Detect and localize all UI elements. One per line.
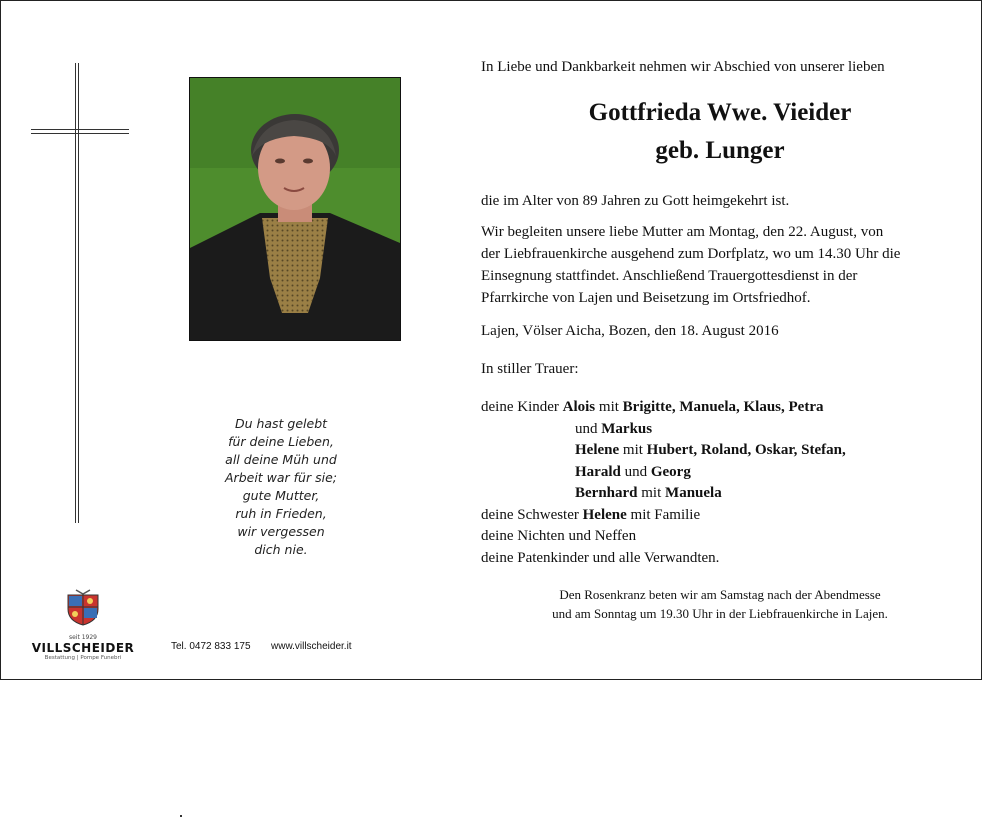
family-row bbox=[481, 419, 846, 441]
family-text: mit Familie bbox=[626, 506, 701, 523]
stray-dot bbox=[180, 815, 182, 817]
family-text: deine Schwester bbox=[481, 506, 583, 523]
cross-vertical-line bbox=[75, 63, 76, 523]
family-name: Hubert, Roland, Oskar, Stefan, bbox=[646, 442, 846, 458]
family-text: mit bbox=[595, 399, 623, 415]
poem-line: ruh in Frieden, bbox=[235, 506, 327, 521]
family-text: mit bbox=[637, 485, 666, 501]
poem-line: dich nie. bbox=[254, 542, 308, 557]
family-text: deine Kinder bbox=[481, 399, 563, 415]
funeral-line: Pfarrkirche von Lajen und Beisetzung im Ortsfriedhof. bbox=[481, 290, 811, 306]
poem-line: Arbeit war für sie; bbox=[225, 470, 337, 485]
family-row bbox=[481, 397, 846, 419]
cross-horizontal-line bbox=[31, 129, 129, 130]
cross-vertical-line bbox=[78, 63, 79, 523]
funeral-line: Wir begleiten unsere liebe Mutter am Montag, den 22. August, von bbox=[481, 224, 884, 240]
logo-since: seit 1929 bbox=[68, 634, 97, 641]
place-date: Lajen, Völser Aicha, Bozen, den 18. August 2016 bbox=[481, 323, 779, 339]
family-name: Alois bbox=[562, 399, 596, 415]
family-name: Manuela bbox=[665, 485, 722, 501]
funeral-home-logo bbox=[31, 587, 135, 661]
funeral-info bbox=[481, 221, 959, 309]
family-name: Georg bbox=[650, 463, 691, 480]
portrait-illustration bbox=[190, 78, 400, 340]
age-text: die im Alter von 89 Jahren zu Gott heimgekehrt ist. bbox=[481, 193, 790, 209]
intro-text: In Liebe und Dankbarkeit nehmen wir Abschied von unserer lieben bbox=[481, 59, 885, 75]
funeral-line: der Liebfrauenkirche ausgehend zum Dorfplatz, wo um 14.30 Uhr die bbox=[481, 246, 901, 262]
rosary-line: Den Rosenkranz beten wir am Samstag nach der Abendmesse bbox=[559, 587, 881, 602]
family-row: deine Patenkinder und alle Verwandten. bbox=[481, 549, 720, 566]
cross-horizontal-line bbox=[31, 133, 129, 134]
family-row bbox=[481, 483, 846, 505]
family-name: Helene bbox=[582, 506, 627, 523]
family-name: Bernhard bbox=[575, 485, 638, 501]
poem-line: für deine Lieben, bbox=[228, 434, 334, 449]
funeral-line: Einsegnung stattfindet. Anschließend Trauergottesdienst in der bbox=[481, 268, 858, 284]
family-list bbox=[481, 397, 846, 569]
family-row bbox=[481, 505, 846, 527]
family-name: Helene bbox=[575, 442, 620, 458]
logo-brand: VILLSCHEIDER bbox=[31, 641, 135, 655]
family-text: und bbox=[620, 463, 651, 480]
memorial-poem bbox=[201, 415, 361, 559]
rosary-line: und am Sonntag um 19.30 Uhr in der Liebfrauenkirche in Lajen. bbox=[552, 606, 888, 621]
family-row bbox=[481, 440, 846, 462]
poem-line: all deine Müh und bbox=[225, 452, 337, 467]
poem-line: wir vergessen bbox=[237, 524, 325, 539]
portrait-photo bbox=[189, 77, 401, 341]
logo-subtitle: Bestattung | Pompe Funebri bbox=[44, 655, 122, 661]
family-row: deine Nichten und Neffen bbox=[481, 528, 637, 544]
poem-line: Du hast gelebt bbox=[234, 416, 328, 431]
family-text: mit bbox=[619, 442, 647, 458]
family-row bbox=[481, 462, 846, 484]
maiden-name: geb. Lunger bbox=[655, 137, 785, 164]
mourning-heading: In stiller Trauer: bbox=[481, 361, 579, 377]
family-name: Markus bbox=[601, 420, 653, 437]
family-text: und bbox=[575, 420, 602, 437]
poem-line: gute Mutter, bbox=[242, 488, 320, 503]
website-link[interactable]: www.villscheider.it bbox=[271, 641, 352, 652]
family-name: Harald bbox=[575, 463, 621, 480]
rosary-info bbox=[481, 585, 959, 623]
deceased-name: Gottfrieda Wwe. Vieider bbox=[588, 99, 852, 126]
coat-of-arms-icon bbox=[58, 587, 108, 627]
phone-number: Tel. 0472 833 175 bbox=[171, 641, 251, 652]
family-name: Brigitte, Manuela, Klaus, Petra bbox=[622, 399, 824, 415]
